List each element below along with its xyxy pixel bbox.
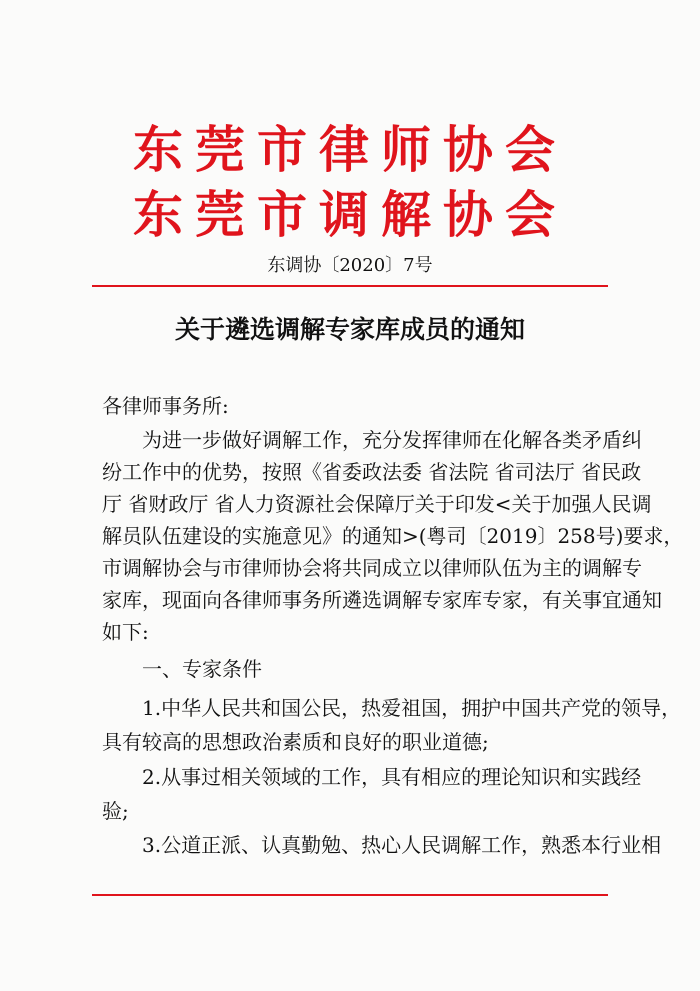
document-number: 东调协〔2020〕7号	[267, 255, 433, 276]
body-line: 家库，现面向各律师事务所遴选调解专家库专家，有关事宜通知	[102, 588, 662, 612]
document-title: 关于遴选调解专家库成员的通知	[174, 315, 525, 344]
list-item-line: 1.中华人民共和国公民，热爱祖国，拥护中国共产党的领导，	[142, 696, 682, 720]
body-line: 为进一步做好调解工作，充分发挥律师在化解各类矛盾纠	[142, 428, 642, 452]
list-item-line: 2.从事过相关领域的工作，具有相应的理论知识和实践经	[142, 765, 642, 789]
section-heading: 一、专家条件	[142, 657, 262, 681]
body-line: 纷工作中的优势，按照《省委政法委 省法院 省司法厅 省民政	[102, 460, 642, 484]
header-red-rule	[92, 285, 608, 287]
salutation: 各律师事务所:	[102, 394, 229, 418]
list-item-line: 具有较高的思想政治素质和良好的职业道德;	[102, 730, 489, 754]
list-item-line: 验;	[102, 799, 129, 823]
body-line: 如下:	[102, 620, 149, 644]
issuer-name-mediation-association: 东莞市调解协会	[133, 186, 567, 244]
body-line: 市调解协会与市律师协会将共同成立以律师队伍为主的调解专	[102, 556, 642, 580]
footer-red-rule	[92, 894, 608, 896]
issuer-name-lawyers-association: 东莞市律师协会	[133, 121, 567, 179]
body-line: 解员队伍建设的实施意见》的通知>(粤司〔2019〕258号)要求，	[102, 524, 684, 548]
list-item-line: 3.公道正派、认真勤勉、热心人民调解工作，熟悉本行业相	[142, 833, 662, 857]
body-line: 厅 省财政厅 省人力资源社会保障厅关于印发<关于加强人民调	[102, 492, 652, 516]
